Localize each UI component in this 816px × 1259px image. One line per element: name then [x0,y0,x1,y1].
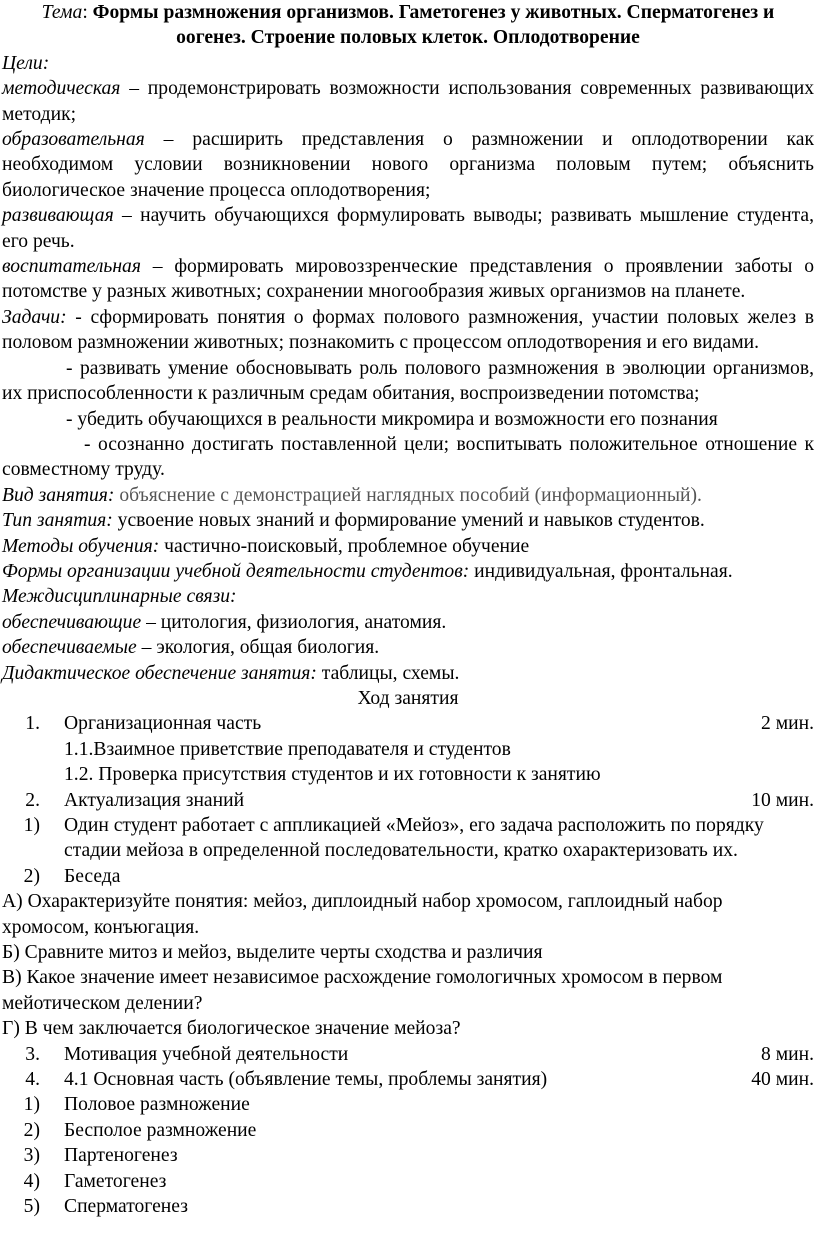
question-b: Б) Сравните митоз и мейоз, выделите черты сходства и различия [2,942,543,964]
topic-colon: : [82,2,93,23]
didactic-label: Дидактическое обеспечение занятия: [2,662,317,684]
item-text: Беседа [64,865,121,887]
item-number: 2) [23,1119,40,1141]
question-a: А) Охарактеризуйте понятия: мейоз, диплоидный набор хромосом, гаплоидный набор хромосом, конъюгация. [2,891,723,938]
forms-label: Формы организации учебной деятельности студентов: [2,560,470,582]
goal-text: – расширить представления о размножении и оплодотворении как необходимом условии возникновении нового организма половым путем; объяснить биологическое значение процесса оплодотворения; [2,129,814,201]
item-text: Актуализация знаний [64,789,245,811]
item-number: 1) [23,1094,40,1116]
item-time: 40 мин. [751,1069,814,1091]
goal-developing [2,203,814,254]
item-text: Мотивация учебной деятельности [64,1043,349,1065]
course-item-1 [2,711,814,736]
goal-term: методическая [2,78,121,100]
goal-text: – научить обучающихся формулировать выводы; развивать мышление студента, его речь. [2,205,814,252]
didactic-value: таблицы, схемы. [316,662,460,684]
tasks-text: - сформировать понятия о формах полового размножения, участии половых желез в половом размножении животных; познакомить с процессом оплодотворения и его видами. [2,306,814,354]
provided-value: – экология, общая биология. [136,637,380,659]
item-text: Половое размножение [64,1094,250,1116]
course-item-1-1: 1.1.Взаимное приветствие преподавателя и студентов [64,738,511,760]
item-text: Партеногенез [64,1145,178,1167]
provided [2,635,814,660]
item-text: Сперматогенез [64,1196,188,1218]
item-number: 1) [23,815,40,836]
list-item [2,1118,814,1143]
topic-label: Тема [41,2,83,23]
course-item-1-2: 1.2. Проверка присутствия студентов и их готовности к занятию [64,764,601,786]
item-time: 2 мин. [761,713,814,735]
item-number: 5) [23,1196,40,1218]
item-time: 8 мин. [761,1043,814,1065]
forms-value: индивидуальная, фронтальная. [469,560,733,582]
lesson-kind [2,483,814,508]
goals-label: Цели: [2,52,50,74]
item-number: 3. [25,1043,40,1065]
list-item [2,1169,814,1194]
goal-term: образовательная [2,129,145,151]
goal-text: – продемонстрировать возможности использования современных развивающих методик; [2,78,814,125]
goal-term: развивающая [2,205,114,227]
item-number: 3) [23,1145,40,1167]
goal-methodical [2,76,814,127]
course-item-4 [2,1067,814,1092]
item-number: 2. [25,789,40,811]
item-number: 1. [25,713,40,735]
providing-value: – цитология, физиология, анатомия. [141,611,447,633]
didactic [2,661,814,686]
tasks-fourth: - осознанно достигать поставленной цели; воспитывать положительное отношение к совместному труду. [2,433,814,481]
item-time: 10 мин. [751,789,814,811]
methods-label: Методы обучения: [2,535,160,557]
question-c: В) Какое значение имеет независимое расхождение гомологичных хромосом в первом мейотическом делении? [2,967,723,1014]
goal-educational [2,127,814,203]
forms [2,559,814,584]
methods [2,534,814,559]
tasks-third: - убедить обучающихся в реальности микромира и возможности его познания [66,408,718,430]
links-label: Междисциплинарные связи: [2,586,237,608]
item-number: 4. [25,1069,40,1091]
provided-label: обеспечиваемые [2,637,137,659]
item-text: Один студент работает с аппликацией «Мейоз», его задача расположить по порядку стадии мейоза в определенной последовательности, кратко охарактеризовать их. [64,815,764,862]
list-item [2,1143,814,1168]
item-number: 2) [23,865,40,887]
tasks-label: Задачи: [2,306,67,328]
lesson-type-label: Тип занятия: [2,510,113,532]
item-number: 4) [23,1170,40,1192]
providing [2,610,814,635]
topic-heading [2,0,814,51]
providing-label: обеспечивающие [2,611,142,633]
lesson-kind-label: Вид занятия: [2,484,115,506]
goal-upbringing [2,254,814,305]
course-sub-2 [2,864,814,889]
tasks-first [2,305,814,356]
course-item-3 [2,1042,814,1067]
topic-title: Формы размножения организмов. Гаметогенез у животных. Сперматогенез и оогенез. Строение половых клеток. Оплодотворение [92,2,775,49]
list-item [2,1092,814,1117]
course-title: Ход занятия [357,687,459,709]
course-item-2 [2,788,814,813]
goal-term: воспитательная [2,256,141,278]
item-text: Бесполое размножение [64,1119,257,1141]
goal-text: – формировать мировоззренческие представления о проявлении заботы о потомстве у разных животных; сохранении многообразия живых организмов на планете. [2,256,814,303]
course-sub-1 [2,813,814,864]
lesson-type [2,508,814,533]
item-text: Гаметогенез [64,1170,167,1192]
lesson-kind-value: объяснение с демонстрацией наглядных пособий (информационный). [114,484,702,506]
lesson-type-value: усвоение новых знаний и формирование умений и навыков студентов. [112,510,705,532]
list-item [2,1194,814,1219]
question-d: Г) В чем заключается биологическое значение мейоза? [2,1018,461,1040]
tasks-second: - развивать умение обосновывать роль полового размножения в эволюции организмов, их приспособленности к различным средам обитания, воспроизведении потомства; [2,357,814,405]
item-text: 4.1 Основная часть (объявление темы, проблемы занятия) [64,1069,548,1091]
item-text: Организационная часть [64,713,262,735]
methods-value: частично-поисковый, проблемное обучение [159,535,530,557]
